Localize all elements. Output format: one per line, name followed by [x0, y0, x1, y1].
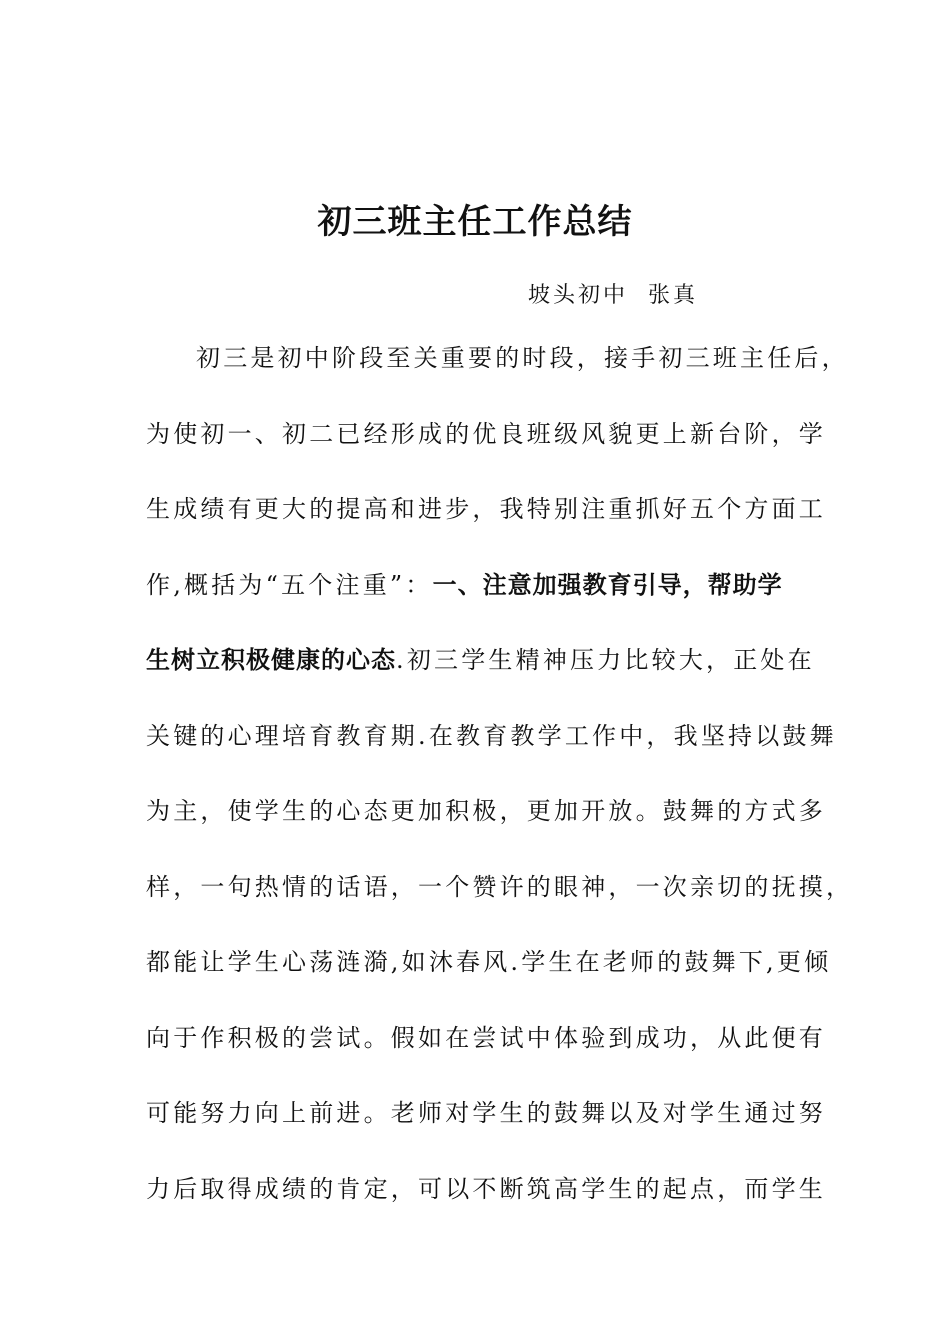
body-line — [146, 640, 815, 716]
section-heading-part: 生树立积极健康的心态 — [146, 646, 396, 674]
body-line-text: .初三学生精神压力比较大，正处在 — [396, 646, 815, 674]
section-heading-part: 一、注意加强教育引导，帮助学 — [432, 570, 783, 599]
document-title: 初三班主任工作总结 — [317, 202, 633, 242]
body-line — [146, 565, 806, 641]
body-line: 样，一句热情的话语，一个赞许的眼神，一次亲切的抚摸， — [146, 872, 854, 901]
body-line: 力后取得成绩的肯定，可以不断筑高学生的起点，而学生 — [146, 1174, 826, 1203]
body-line: 都能让学生心荡涟漪,如沐春风.学生在老师的鼓舞下,更倾 — [146, 948, 832, 976]
body-line: 可能努力向上前进。老师对学生的鼓舞以及对学生通过努 — [146, 1099, 826, 1127]
body-line: 生成绩有更大的提高和进步，我特别注重抓好五个方面工 — [146, 495, 826, 523]
body-line: 关键的心理培育教育期.在教育教学工作中，我坚持以鼓舞 — [146, 721, 837, 750]
body-line: 向于作积极的尝试。假如在尝试中体验到成功，从此便有 — [146, 1023, 826, 1052]
body-line-text: 作,概括为“五个注重”： — [146, 570, 433, 599]
body-text — [146, 338, 854, 1244]
body-line: 为使初一、初二已经形成的优良班级风貌更上新台阶，学 — [146, 419, 826, 448]
body-line: 为主，使学生的心态更加积极，更加开放。鼓舞的方式多 — [146, 797, 826, 825]
author-line: 坡头初中 张真 — [528, 283, 698, 308]
body-line: 初三是初中阶段至关重要的时段，接手初三班主任后， — [196, 344, 849, 372]
